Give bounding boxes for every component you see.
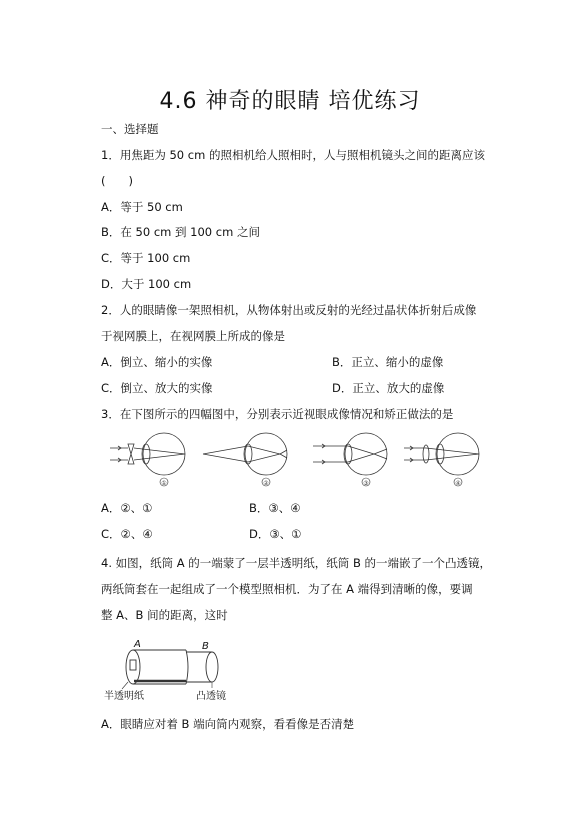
q2-option-d: D．正立、放大的虚像 <box>332 381 445 395</box>
eye-diagram-4-label: ④ <box>455 480 461 487</box>
q2-option-a: A．倒立、缩小的实像 <box>101 355 213 369</box>
translucent-paper-label: 半透明纸 <box>104 691 144 702</box>
q4-stem-line1: 4. 如图，纸筒 A 的一端蒙了一层半透明纸，纸筒 B 的一端嵌了一个凸透镜， <box>101 556 492 570</box>
q1-stem-line1: 1．用焦距为 50 cm 的照相机给人照相时，人与照相机镜头之间的距离应该 <box>101 148 485 162</box>
q2-option-b: B．正立、缩小的虚像 <box>332 355 444 369</box>
eye-diagram-2-label: ② <box>263 480 269 487</box>
page-title: 4.6 神奇的眼睛 培优练习 <box>159 89 421 114</box>
convex-lens-label: 凸透镜 <box>196 691 226 702</box>
q3-option-a: A．②、① <box>101 501 153 515</box>
eye-diagram-3 <box>313 433 387 487</box>
tube-a-label: A <box>134 639 141 650</box>
eye-diagram-1-label: ① <box>161 480 167 487</box>
q4-stem-line3: 整 A、B 间的距离，这时 <box>101 608 228 622</box>
q3-option-d: D．③、① <box>249 527 302 541</box>
q1-option-c: C．等于 100 cm <box>101 251 191 265</box>
section-heading: 一、选择题 <box>101 122 159 136</box>
q4-stem-line2: 两纸筒套在一起组成了一个模型照相机．为了在 A 端得到清晰的像，要调 <box>101 582 473 596</box>
eye-diagram-4 <box>404 433 479 487</box>
q2-stem-line1: 2．人的眼睛像一架照相机，从物体射出或反射的光经过晶状体折射后成像 <box>101 303 477 317</box>
q3-eye-diagrams <box>108 430 488 496</box>
q3-option-c: C．②、④ <box>101 527 153 541</box>
q4-camera-model-figure <box>104 636 254 706</box>
q3-stem: 3．在下图所示的四幅图中，分别表示近视眼成像情况和矫正做法的是 <box>101 407 454 421</box>
q3-option-b: B．③、④ <box>249 501 301 515</box>
q2-option-c: C．倒立、放大的实像 <box>101 381 213 395</box>
eye-diagram-1 <box>110 433 185 487</box>
q1-option-d: D．大于 100 cm <box>101 277 192 291</box>
tube-b-label: B <box>202 641 209 652</box>
q1-option-a: A．等于 50 cm <box>101 200 183 214</box>
q4-option-a: A．眼睛应对着 B 端向筒内观察，看看像是否清楚 <box>101 717 355 731</box>
q1-option-b: B．在 50 cm 到 100 cm 之间 <box>101 225 260 239</box>
eye-diagram-2 <box>203 433 287 487</box>
q1-stem-line2: ( ) <box>101 174 133 188</box>
eye-diagram-3-label: ③ <box>363 480 369 487</box>
q2-stem-line2: 于视网膜上，在视网膜上所成的像是 <box>101 329 285 343</box>
